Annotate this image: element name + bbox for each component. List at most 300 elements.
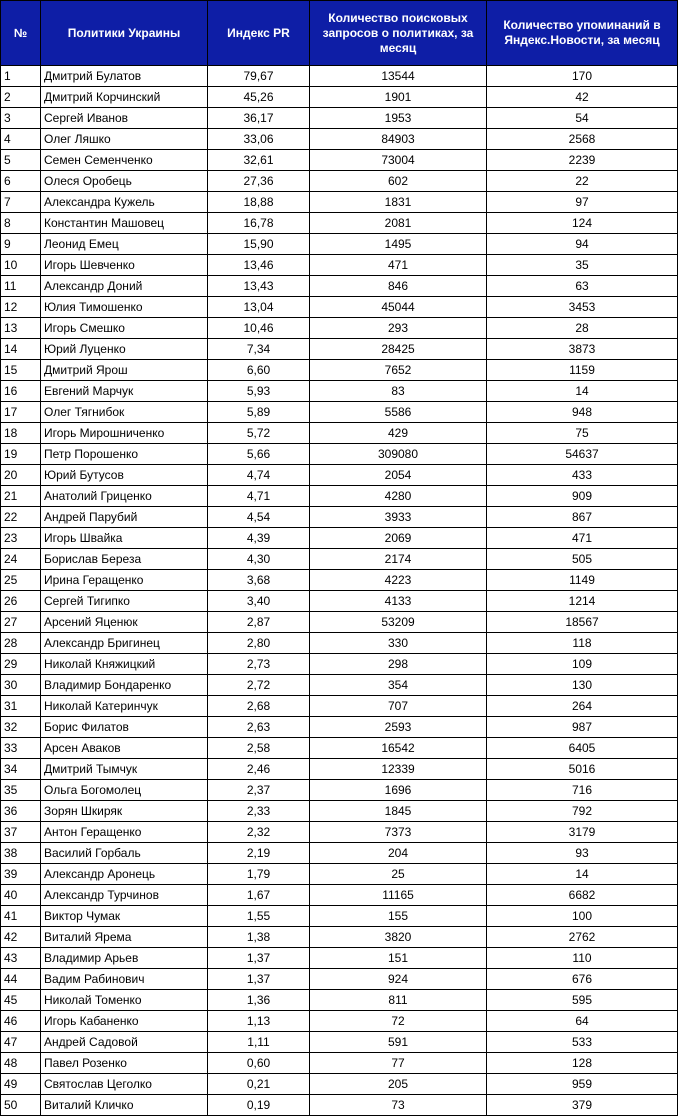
table-row [1,654,678,675]
table-row [1,213,678,234]
row-number: 24 [1,549,41,570]
pr-index: 45,26 [208,87,310,108]
row-number: 11 [1,276,41,297]
search-queries: 151 [310,948,487,969]
table-row [1,759,678,780]
table-row [1,108,678,129]
politician-name: Александр Бригинец [41,633,208,654]
row-number: 23 [1,528,41,549]
pr-index: 0,21 [208,1074,310,1095]
news-mentions: 2762 [487,927,678,948]
news-mentions: 676 [487,969,678,990]
table-row [1,780,678,801]
table-row [1,507,678,528]
politician-name: Юлия Тимошенко [41,297,208,318]
table-row [1,150,678,171]
pr-index: 2,58 [208,738,310,759]
politician-name: Евгений Марчук [41,381,208,402]
row-number: 21 [1,486,41,507]
table-row [1,381,678,402]
search-queries: 53209 [310,612,487,633]
politician-name: Николай Княжицкий [41,654,208,675]
politician-name: Дмитрий Тымчук [41,759,208,780]
news-mentions: 97 [487,192,678,213]
pr-index: 2,80 [208,633,310,654]
politician-name: Арсен Аваков [41,738,208,759]
news-mentions: 3179 [487,822,678,843]
politician-name: Александр Доний [41,276,208,297]
news-mentions: 14 [487,381,678,402]
search-queries: 4223 [310,570,487,591]
pr-index: 2,73 [208,654,310,675]
politician-name: Зорян Шкиряк [41,801,208,822]
table-row [1,990,678,1011]
search-queries: 293 [310,318,487,339]
pr-index: 7,34 [208,339,310,360]
row-number: 45 [1,990,41,1011]
table-row [1,297,678,318]
pr-index: 1,55 [208,906,310,927]
news-mentions: 6405 [487,738,678,759]
table-row [1,171,678,192]
news-mentions: 100 [487,906,678,927]
search-queries: 354 [310,675,487,696]
news-mentions: 75 [487,423,678,444]
news-mentions: 2239 [487,150,678,171]
news-mentions: 987 [487,717,678,738]
politician-name: Андрей Садовой [41,1032,208,1053]
politician-name: Олег Тягнибок [41,402,208,423]
news-mentions: 959 [487,1074,678,1095]
row-number: 37 [1,822,41,843]
search-queries: 707 [310,696,487,717]
table-row [1,591,678,612]
table-header-row [1,1,678,66]
news-mentions: 3453 [487,297,678,318]
news-mentions: 2568 [487,129,678,150]
search-queries: 205 [310,1074,487,1095]
row-number: 18 [1,423,41,444]
table-row [1,465,678,486]
row-number: 15 [1,360,41,381]
table-row [1,843,678,864]
search-queries: 5586 [310,402,487,423]
search-queries: 1845 [310,801,487,822]
table-row [1,549,678,570]
search-queries: 16542 [310,738,487,759]
news-mentions: 93 [487,843,678,864]
table-row [1,402,678,423]
pr-index: 2,32 [208,822,310,843]
pr-index: 10,46 [208,318,310,339]
search-queries: 1696 [310,780,487,801]
row-number: 30 [1,675,41,696]
politician-name: Василий Горбаль [41,843,208,864]
news-mentions: 264 [487,696,678,717]
table-row [1,339,678,360]
table-row [1,1074,678,1095]
news-mentions: 118 [487,633,678,654]
table-row [1,276,678,297]
politician-name: Виталий Кличко [41,1095,208,1116]
news-mentions: 595 [487,990,678,1011]
table-row [1,969,678,990]
pr-index: 2,63 [208,717,310,738]
pr-index: 2,72 [208,675,310,696]
row-number: 35 [1,780,41,801]
table-row [1,801,678,822]
row-number: 47 [1,1032,41,1053]
politician-name: Анатолий Гриценко [41,486,208,507]
row-number: 2 [1,87,41,108]
pr-index: 1,37 [208,969,310,990]
row-number: 19 [1,444,41,465]
politician-name: Николай Катеринчук [41,696,208,717]
news-mentions: 1159 [487,360,678,381]
politician-name: Игорь Кабаненко [41,1011,208,1032]
row-number: 7 [1,192,41,213]
pr-index: 79,67 [208,66,310,87]
news-mentions: 170 [487,66,678,87]
pr-index: 36,17 [208,108,310,129]
row-number: 17 [1,402,41,423]
search-queries: 1953 [310,108,487,129]
search-queries: 7373 [310,822,487,843]
search-queries: 924 [310,969,487,990]
row-number: 40 [1,885,41,906]
table-row [1,255,678,276]
politician-name: Юрий Луценко [41,339,208,360]
row-number: 50 [1,1095,41,1116]
pr-index: 32,61 [208,150,310,171]
politician-name: Дмитрий Булатов [41,66,208,87]
politician-name: Николай Томенко [41,990,208,1011]
pr-index: 2,19 [208,843,310,864]
news-mentions: 909 [487,486,678,507]
politician-name: Павел Розенко [41,1053,208,1074]
news-mentions: 128 [487,1053,678,1074]
search-queries: 73 [310,1095,487,1116]
row-number: 29 [1,654,41,675]
politician-name: Виктор Чумак [41,906,208,927]
news-mentions: 379 [487,1095,678,1116]
news-mentions: 130 [487,675,678,696]
row-number: 31 [1,696,41,717]
pr-index: 2,68 [208,696,310,717]
politician-name: Юрий Бутусов [41,465,208,486]
news-mentions: 35 [487,255,678,276]
politician-name: Святослав Цеголко [41,1074,208,1095]
pr-index: 1,11 [208,1032,310,1053]
row-number: 12 [1,297,41,318]
row-number: 1 [1,66,41,87]
table-row [1,1095,678,1116]
table-row [1,864,678,885]
table-row [1,1011,678,1032]
table-row [1,192,678,213]
pr-index: 1,67 [208,885,310,906]
table-row [1,1053,678,1074]
pr-index: 13,43 [208,276,310,297]
row-number: 25 [1,570,41,591]
table-row [1,738,678,759]
row-number: 34 [1,759,41,780]
pr-index: 2,37 [208,780,310,801]
search-queries: 3933 [310,507,487,528]
search-queries: 2069 [310,528,487,549]
search-queries: 28425 [310,339,487,360]
search-queries: 3820 [310,927,487,948]
row-number: 44 [1,969,41,990]
search-queries: 45044 [310,297,487,318]
news-mentions: 63 [487,276,678,297]
table-row [1,570,678,591]
table-row [1,1032,678,1053]
search-queries: 4133 [310,591,487,612]
row-number: 26 [1,591,41,612]
politician-name: Дмитрий Ярош [41,360,208,381]
politician-name: Арсений Яценюк [41,612,208,633]
news-mentions: 533 [487,1032,678,1053]
row-number: 27 [1,612,41,633]
table-row [1,528,678,549]
politician-name: Владимир Бондаренко [41,675,208,696]
politician-name: Сергей Иванов [41,108,208,129]
table-row [1,612,678,633]
pr-index: 4,71 [208,486,310,507]
pr-index: 4,54 [208,507,310,528]
table-row [1,318,678,339]
table-row [1,948,678,969]
pr-index: 15,90 [208,234,310,255]
pr-index: 4,39 [208,528,310,549]
search-queries: 25 [310,864,487,885]
politician-name: Вадим Рабинович [41,969,208,990]
news-mentions: 716 [487,780,678,801]
search-queries: 84903 [310,129,487,150]
pr-index: 4,30 [208,549,310,570]
pr-index: 13,04 [208,297,310,318]
row-number: 5 [1,150,41,171]
pr-index: 3,68 [208,570,310,591]
table-row [1,486,678,507]
pr-index: 2,46 [208,759,310,780]
row-number: 36 [1,801,41,822]
row-number: 46 [1,1011,41,1032]
politician-name: Дмитрий Корчинский [41,87,208,108]
politician-name: Петр Порошенко [41,444,208,465]
pr-index: 1,37 [208,948,310,969]
search-queries: 591 [310,1032,487,1053]
row-number: 33 [1,738,41,759]
politician-name: Александр Турчинов [41,885,208,906]
news-mentions: 42 [487,87,678,108]
row-number: 4 [1,129,41,150]
politician-name: Андрей Парубий [41,507,208,528]
search-queries: 429 [310,423,487,444]
table-row [1,633,678,654]
row-number: 48 [1,1053,41,1074]
search-queries: 2174 [310,549,487,570]
search-queries: 846 [310,276,487,297]
search-queries: 330 [310,633,487,654]
politician-name: Игорь Швайка [41,528,208,549]
header-politician: Политики Украины [41,1,208,66]
politician-name: Ольга Богомолец [41,780,208,801]
politician-name: Александра Кужель [41,192,208,213]
politician-name: Леонид Емец [41,234,208,255]
row-number: 41 [1,906,41,927]
search-queries: 83 [310,381,487,402]
search-queries: 1901 [310,87,487,108]
row-number: 38 [1,843,41,864]
news-mentions: 505 [487,549,678,570]
pr-index: 5,72 [208,423,310,444]
news-mentions: 22 [487,171,678,192]
politician-name: Сергей Тигипко [41,591,208,612]
news-mentions: 948 [487,402,678,423]
row-number: 43 [1,948,41,969]
news-mentions: 471 [487,528,678,549]
table-row [1,927,678,948]
news-mentions: 64 [487,1011,678,1032]
row-number: 16 [1,381,41,402]
header-pr-index: Индекс PR [208,1,310,66]
news-mentions: 54637 [487,444,678,465]
news-mentions: 867 [487,507,678,528]
politician-name: Константин Машовец [41,213,208,234]
table-row [1,906,678,927]
politician-name: Ирина Геращенко [41,570,208,591]
pr-index: 0,60 [208,1053,310,1074]
politician-name: Виталий Ярема [41,927,208,948]
search-queries: 12339 [310,759,487,780]
search-queries: 1495 [310,234,487,255]
news-mentions: 110 [487,948,678,969]
row-number: 22 [1,507,41,528]
search-queries: 72 [310,1011,487,1032]
row-number: 9 [1,234,41,255]
politician-name: Игорь Мирошниченко [41,423,208,444]
pr-index: 18,88 [208,192,310,213]
table-body [1,66,678,1116]
header-news-mentions: Количество упоминаний в Яндекс.Новости, за месяц [487,1,678,66]
pr-index: 2,33 [208,801,310,822]
politician-name: Игорь Шевченко [41,255,208,276]
politician-name: Семен Семенченко [41,150,208,171]
news-mentions: 124 [487,213,678,234]
news-mentions: 18567 [487,612,678,633]
row-number: 32 [1,717,41,738]
search-queries: 2054 [310,465,487,486]
row-number: 13 [1,318,41,339]
row-number: 39 [1,864,41,885]
pr-index: 16,78 [208,213,310,234]
row-number: 20 [1,465,41,486]
pr-index: 13,46 [208,255,310,276]
politician-name: Борислав Береза [41,549,208,570]
table-row [1,675,678,696]
table-row [1,717,678,738]
news-mentions: 94 [487,234,678,255]
pr-index: 0,19 [208,1095,310,1116]
search-queries: 13544 [310,66,487,87]
search-queries: 155 [310,906,487,927]
politician-name: Александр Аронець [41,864,208,885]
search-queries: 2593 [310,717,487,738]
politician-name: Антон Геращенко [41,822,208,843]
pr-index: 5,66 [208,444,310,465]
news-mentions: 54 [487,108,678,129]
news-mentions: 3873 [487,339,678,360]
table-row [1,129,678,150]
table-row [1,360,678,381]
news-mentions: 6682 [487,885,678,906]
search-queries: 7652 [310,360,487,381]
row-number: 14 [1,339,41,360]
news-mentions: 433 [487,465,678,486]
politician-name: Игорь Смешко [41,318,208,339]
search-queries: 11165 [310,885,487,906]
search-queries: 811 [310,990,487,1011]
row-number: 8 [1,213,41,234]
table-row [1,822,678,843]
table-row [1,696,678,717]
search-queries: 204 [310,843,487,864]
table-row [1,444,678,465]
header-search-queries: Количество поисковых запросов о политиках, за месяц [310,1,487,66]
news-mentions: 1214 [487,591,678,612]
news-mentions: 1149 [487,570,678,591]
pr-index: 2,87 [208,612,310,633]
politician-name: Владимир Арьев [41,948,208,969]
pr-index: 1,13 [208,1011,310,1032]
row-number: 6 [1,171,41,192]
table-row [1,66,678,87]
news-mentions: 28 [487,318,678,339]
table-row [1,423,678,444]
pr-index: 1,36 [208,990,310,1011]
news-mentions: 109 [487,654,678,675]
header-number: № [1,1,41,66]
pr-index: 3,40 [208,591,310,612]
search-queries: 471 [310,255,487,276]
news-mentions: 792 [487,801,678,822]
pr-index: 1,38 [208,927,310,948]
news-mentions: 14 [487,864,678,885]
search-queries: 602 [310,171,487,192]
pr-index: 1,79 [208,864,310,885]
search-queries: 2081 [310,213,487,234]
search-queries: 298 [310,654,487,675]
row-number: 28 [1,633,41,654]
row-number: 49 [1,1074,41,1095]
row-number: 10 [1,255,41,276]
news-mentions: 5016 [487,759,678,780]
search-queries: 73004 [310,150,487,171]
pr-index: 27,36 [208,171,310,192]
search-queries: 309080 [310,444,487,465]
row-number: 42 [1,927,41,948]
search-queries: 77 [310,1053,487,1074]
row-number: 3 [1,108,41,129]
politician-name: Олеся Оробець [41,171,208,192]
pr-index: 4,74 [208,465,310,486]
politician-name: Олег Ляшко [41,129,208,150]
pr-index: 6,60 [208,360,310,381]
search-queries: 4280 [310,486,487,507]
search-queries: 1831 [310,192,487,213]
